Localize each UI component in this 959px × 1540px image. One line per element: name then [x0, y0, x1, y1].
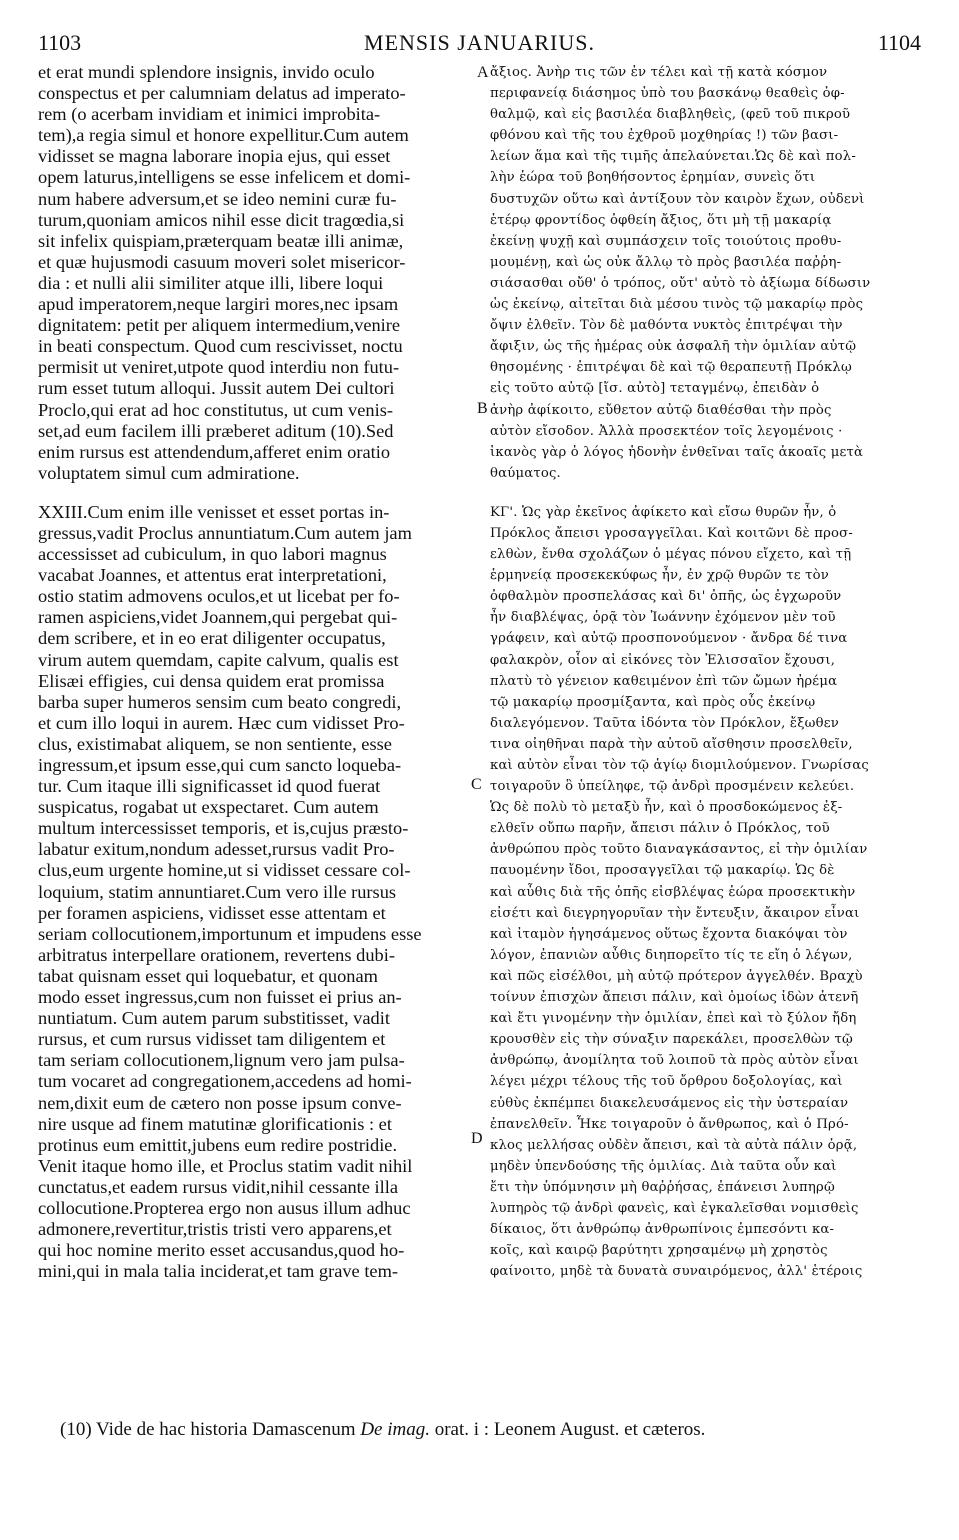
text-line: mini,qui in mala talia inciderat,et tam grave tem- — [38, 1261, 399, 1282]
text-line: qui hoc nomine merito esset accusandus,quod ho- — [38, 1240, 405, 1261]
text-line: αὐτὸν εἴσοδον. Ἀλλὰ προσεκτέον τοῖς λεγομένοις · — [490, 423, 843, 439]
text-line: εἰσέτι καὶ διεγρηγορυῖαν τὴν ἔντευξιν, ἄκαιρον εἶναι — [490, 905, 860, 921]
text-line: gressus,vadit Proclus annuntiatum.Cum autem jam — [38, 522, 412, 543]
text-line: ἑτέρῳ φροντίδος ὀφθείη ἄξιος, ὅτι μὴ τῇ μακαρίᾳ — [490, 212, 832, 228]
text-line: XXIII.Cum enim ille venisset et esset portas in- — [38, 501, 390, 522]
text-line: tur. Cum itaque illi significasset id quod fuerat — [38, 776, 381, 797]
text-line: ελθεῖν οὔπω παρῆν, ἄπεισι πάλιν ὁ Πρόκλος, τοῦ — [490, 821, 830, 837]
text-line: opem laturus,intelligens se esse infelicem et domi- — [38, 167, 411, 188]
text-line: in beati conspectum. Quod cum rescivisset, noctu — [38, 336, 403, 357]
text-line: ἑρμηνείᾳ προσεκεκύφως ἦν, ἐν χρῷ θυρῶν τε τὸν — [490, 568, 830, 584]
text-line: labatur exitum,nondum adesset,rursus vadit Pro- — [38, 839, 395, 860]
text-line: conspectus et per calumniam delatus ad imperato- — [38, 83, 406, 104]
text-line: θαύματος. — [490, 465, 561, 481]
text-line: θησομένης · ἐπιτρέψαι δὲ καὶ τῷ θεραπευτῇ Πρόκλῳ — [490, 360, 852, 376]
text-line: φαίνοιτο, μηδὲ τὰ δυνατὰ συναιρόμενος, ἀλλ' ἑτέροις — [490, 1264, 863, 1280]
text-line: vacabat Joannes, et attentus erat interpretationi, — [38, 565, 387, 586]
text-line: περιφανείᾳ διάσημος ὑπὸ του βασκάνῳ θεαθεὶς ὀφ- — [490, 86, 845, 102]
text-line: κλος μελλήσας οὐδὲν ἄπεισι, καὶ τὰ αὐτὰ πάλιν ὁρᾷ, — [490, 1137, 858, 1153]
text-line: παυομένην ἴδοι, προσαγγεῖλαι τῷ μακαρίῳ. Ὡς δὲ — [490, 863, 835, 879]
text-line: virum autem quemdam, capite calvum, qualis est — [38, 649, 399, 670]
text-line: barba super humeros sensim cum beato congredi, — [38, 691, 402, 712]
text-line: εἰς τοῦτο αὐτῷ [ἴσ. αὐτὸ] τεταγμένῳ, ἐπειδὰν ὁ — [490, 381, 820, 397]
text-line: ἐκείνῃ ψυχῇ καὶ συμπάσχειν τοῖς τοιούτοις προθυ- — [490, 233, 842, 249]
greek-column — [490, 62, 922, 1282]
text-line: admonere,revertitur,tristis tristi vero apparens,et — [38, 1219, 392, 1240]
footnote-text-end: orat. i : Leonem August. et cæteros. — [429, 1419, 706, 1440]
text-line: ὄψιν ἐλθεῖν. Τὸν δὲ μαθόντα νυκτὸς ἐπιτρέψαι τὴν — [490, 318, 843, 334]
text-line: καὶ αὐτὸν εἶναι τὸν τῷ ἁγίῳ διομιλούμενον. Γνωρίσας — [490, 758, 869, 773]
page-header — [38, 30, 921, 60]
text-line: nem,dixit eum de cætero non posse ipsum conve- — [38, 1092, 402, 1113]
text-line: ἦν διαβλέψας, ὁρᾷ τὸν Ἰωάννην ἐχόμενον μὲν τοῦ — [490, 610, 836, 626]
text-line: clus, existimabat aliquem, se non sentiente, esse — [38, 733, 392, 754]
text-line: multum intercessisset temporis, et is,cujus præsto- — [38, 818, 409, 839]
text-line: δυστυχῶν οὕτω καὶ ἀντίξουν τὸν καιρὸν ἔχων, οὐδενὶ — [490, 191, 865, 207]
text-line: et cum illo loqui in aurem. Hæc cum vidisset Pro- — [38, 712, 405, 733]
text-line: apud imperatorem,neque largiri mores,nec ipsam — [38, 294, 399, 315]
text-line: ingressum,et ipsum esse,qui cum sancto loqueba- — [38, 755, 402, 775]
text-line: arbitratus interpellare orationem, revertens dubi- — [38, 944, 395, 965]
margin-letter-b: B — [477, 400, 488, 417]
text-line: πλατὺ τὸ γένειον καθειμένον ἐπὶ τῶν ὤμων ἠρέμα — [490, 673, 838, 689]
text-line: clus,eum urgente homine,ut si vidisset cessare col- — [38, 860, 411, 881]
text-line: λυπηρὸς τῷ ἀνδρὶ φανεὶς, καὶ ἐγκαλεῖσθαι νομισθεὶς — [490, 1200, 859, 1216]
text-line: Proclo,qui erat ad hoc constitutus, ut cum venis- — [38, 399, 393, 420]
running-title: MENSIS JANUARIUS. — [364, 30, 595, 55]
text-line: enim rursus est attendendum,afferet enim oratio — [38, 441, 391, 462]
text-line: ἱκανὸς γὰρ ὁ λόγος ἡδονὴν ἐνθεῖναι ταῖς ἀκοαῖς μετὰ — [490, 444, 864, 460]
margin-letter-c: C — [471, 776, 482, 793]
text-line: καὶ αὖθις διὰ τῆς ὀπῆς εἰσβλέψας ἑώρα προσεκτικὴν — [490, 884, 856, 900]
text-line: dignitatem: petit per aliquem intermedium,venire — [38, 315, 401, 336]
text-line: num habere adversum,et se ideo nemini curæ fu- — [38, 188, 397, 209]
text-line: nuntiatum. Cum autem parum substitisset, vadit — [38, 1008, 390, 1029]
text-line: ὡς ἐκείνῳ, αἰτεῖται διὰ μέσου τινὸς τῷ μακαρίῳ πρὸς — [490, 297, 864, 313]
text-line: cunctatus,et eadem rursus vidit,nihil cessante illa — [38, 1176, 399, 1197]
text-line: καὶ πῶς εἰσέλθοι, μὴ αὐτῷ πρότερον ἀγγελθέν. Βραχὺ — [490, 968, 863, 984]
text-line: θαλμῷ, καὶ εἰς βασιλέα διαβληθεὶς, (φεῦ τοῦ πικροῦ — [490, 107, 851, 123]
text-line: τῷ μακαρίῳ προσμίξαντα, καὶ πρὸς οὖς ἐκείνῳ — [490, 694, 816, 710]
text-line: λὴν ἑώρα τοῦ βοηθήσοντος ἐρημίαν, συνεὶς ὅτι — [490, 170, 816, 186]
text-line: seriam collocutionem,importunum et impudens esse — [38, 923, 422, 944]
text-line: Πρόκλος ἄπεισι γροσαγγεῖλαι. Καὶ κοιτῶνι δὲ προσ- — [490, 525, 854, 541]
text-line: modo esset ingressus,cum non fuisset ei prius an- — [38, 987, 402, 1008]
text-line: ἔτι τὴν ὑπόμνησιν μὴ θαῤῥήσας, ἐπάνεισι λυπηρῷ — [490, 1179, 835, 1195]
text-line: καὶ ἰταμὸν ἡγησάμενος οὕτως ἔχοντα διακόψαι τὸν — [490, 926, 848, 942]
text-line: vidisset se magna laborare inopia ejus, qui esset — [38, 146, 391, 167]
text-line: ελθὼν, ἔνθα σχολάζων ὁ μέγας πόνου εἴχετο, καὶ τῇ — [490, 547, 852, 563]
text-line: permisit ut veniret,utpote quod interdiu non futu- — [38, 357, 400, 378]
text-line: λείων ἅμα καὶ τῆς τιμῆς ἀπελαύνεται.Ὡς δὲ καὶ πολ- — [490, 149, 856, 165]
margin-letter-a: A — [477, 64, 489, 81]
text-line: ὀφθαλμὸν προσπελάσας καὶ δι' ὀπῆς, ὡς ἐγχωροῦν — [490, 589, 842, 605]
text-line: nire usque ad finem matutinæ glorificationis : et — [38, 1113, 392, 1134]
text-line: τοιγαροῦν ὃ ὑπείληφε, τῷ ἀνδρὶ προσμένειν κελεύει. — [490, 779, 855, 795]
text-line: φαλακρὸν, οἷον αἱ εἰκόνες τὸν Ἐλισσαῖον ἔχουσι, — [490, 652, 836, 668]
text-line: suspicatus, rogabat ut exspectaret. Cum autem — [38, 797, 379, 818]
text-line: tem),a regia simul et honore expellitur.Cum autem — [38, 125, 409, 146]
text-line: ἐπανελθεῖν. Ἧκε τοιγαροῦν ὁ ἄνθρωπος, καὶ ὁ Πρό- — [490, 1116, 849, 1132]
text-line: set,ad eum facilem illi præberet aditum (10).Sed — [38, 420, 394, 441]
page-number-right: 1104 — [877, 30, 921, 55]
text-line: ΚΓ'. Ὡς γὰρ ἐκεῖνος ἀφίκετο καὶ εἴσω θυρῶν ἦν, ὁ — [490, 504, 837, 520]
text-line: σιάσασθαι οὔθ' ὁ τρόπος, οὔτ' αὐτὸ τὸ ἀξίωμα δίδωσιν — [490, 275, 871, 291]
footnote-italic: De imag. — [360, 1419, 430, 1440]
text-line: ἄξιος. Ἀνὴρ τις τῶν ἐν τέλει καὶ τῇ κατὰ κόσμον — [490, 65, 828, 80]
text-line: per foramen aspiciens, vidisset esse attentam et — [38, 902, 386, 923]
text-line: φθόνου καὶ τῆς του ἐχθροῦ μοχθηρίας !) τῶν βασι- — [490, 128, 839, 144]
text-line: rursus, et cum rursus vidisset tam diligentem et — [38, 1029, 386, 1050]
text-line: tum vocaret ad congregationem,accedens ad homi- — [38, 1071, 412, 1092]
text-line: τινα οἰηθῆναι παρὰ τὴν αὐτοῦ αἴσθησιν προσελθεῖν, — [490, 736, 853, 752]
footnote — [60, 1419, 921, 1441]
paragraph-gap — [490, 484, 922, 502]
text-line: dia : et nulli alii similiter atque illi, libere loqui — [38, 272, 384, 293]
text-line: accessisset ad cubiculum, in quo labori magnus — [38, 544, 387, 565]
margin-letter-d: D — [471, 1130, 483, 1147]
text-line: κοῖς, καὶ καιρῷ βαρύτητι χρησαμένῳ μὴ χρηστὸς — [490, 1243, 828, 1259]
text-line: ἀνθρώπῳ, ἀνομίλητα τοῦ λοιποῦ τὰ πρὸς αὐτὸν εἶναι — [490, 1053, 859, 1069]
text-line: γράφειν, καὶ αὐτῷ προσπονούμενον · ἄνδρα δέ τινα — [490, 631, 848, 647]
text-line: ἄφιξιν, ὡς τῆς ἡμέρας οὐκ ἀσφαλῆ τὴν ὁμιλίαν αὐτῷ — [490, 339, 857, 355]
text-line: sit infelix quispiam,præterquam beatæ illi animæ, — [38, 230, 404, 251]
text-line: tabat quisnam esset qui loquebatur, et quonam — [38, 965, 378, 986]
text-line: μηδὲν ὑπενδούσης τῆς ὁμιλίας. Διὰ ταῦτα οὖν καὶ — [490, 1158, 837, 1174]
text-line: rem (o acerbam invidiam et inimici improbita- — [38, 104, 381, 125]
text-line: rum esset tutum alloqui. Jussit autem Dei cultori — [38, 378, 395, 399]
text-line: voluptatem simul cum admiratione. — [38, 462, 300, 483]
text-line: ἀνθρώπου πρὸς τοῦτο διαναγκάσαντος, εἰ τὴν ὁμιλίαν — [490, 842, 868, 858]
text-line: τοίνυν ἐπισχὼν ἄπεισι πάλιν, καὶ ὁμοίως ἰδὼν ἀτενῆ — [490, 990, 859, 1006]
text-line: ramen aspiciens,videt Joannem,qui pergebat qui- — [38, 607, 398, 628]
text-line: λόγον, ἐπανιὼν αὖθις διηπορεῖτο τίς τε εἴη ὁ λέγων, — [490, 947, 853, 963]
text-line: et erat mundi splendore insignis, invido oculo — [38, 62, 375, 82]
text-line: Elisæi effigies, cui densa quidem erat promissa — [38, 670, 385, 691]
text-line: ἀνὴρ ἀφίκοιτο, εὔθετον αὐτῷ διαθέσθαι τὴν πρὸς — [490, 402, 832, 418]
text-line: ostio statim admovens oculos,et ut licebat per fo- — [38, 586, 400, 607]
text-line: loquium, statim annuntiaret.Cum vero ille rursus — [38, 881, 397, 902]
text-line: κρουσθὲν εἰς τὴν σύναξιν παρεκάλει, προσελθὼν τῷ — [490, 1032, 853, 1048]
text-line: μουμένῃ, καὶ ὡς οὐκ ἄλλῳ τὸ πρὸς βασιλέα παῤῥη- — [490, 254, 842, 270]
text-line: λέγει μέχρι τέλους τῆς τοῦ ὄρθρου δοξολογίας, καὶ — [490, 1074, 843, 1090]
text-line: δίκαιος, ὅτι ἀνθρώπῳ ἀνθρωπίνοις ἐμπεσόντι κα- — [490, 1222, 835, 1238]
text-line: protinus eum emittit,jubens eum redire postridie. — [38, 1134, 398, 1155]
footnote-text: (10) Vide de hac historia Damascenum — [60, 1419, 361, 1440]
text-line: Venit itaque homo ille, et Proclus statim vadit nihil — [38, 1155, 413, 1176]
text-line: διαλεγόμενον. Ταῦτα ἰδόντα τὸν Πρόκλον, ἔξωθεν — [490, 715, 840, 731]
latin-column — [38, 62, 470, 1282]
page-number-left: 1103 — [38, 30, 82, 55]
text-line: dem scribere, et in eo erat diligenter occupatus, — [38, 628, 386, 649]
text-line: εὐθὺς ἐκπέμπει διακελευσάμενος εἰς τὴν ὑστεραίαν — [490, 1095, 849, 1111]
text-line: collocutione.Propterea ergo non ausus illum adhuc — [38, 1197, 411, 1218]
text-line: καὶ ἔτι γινομένην τὴν ὁμιλίαν, ἐπεὶ καὶ τὸ ξύλον ἤδη — [490, 1011, 857, 1027]
text-line: Ὡς δὲ πολὺ τὸ μεταξὺ ἦν, καὶ ὁ προσδοκώμενος ἐξ- — [490, 800, 843, 816]
text-line: et quæ hujusmodi casuum moveri solet misericor- — [38, 251, 406, 272]
paragraph-gap — [38, 484, 470, 502]
text-line: turum,quoniam amicos nihil esse dicit tragœdia,si — [38, 209, 405, 230]
text-line: tam seriam collocutionem,lignum vero jam pulsa- — [38, 1050, 405, 1071]
